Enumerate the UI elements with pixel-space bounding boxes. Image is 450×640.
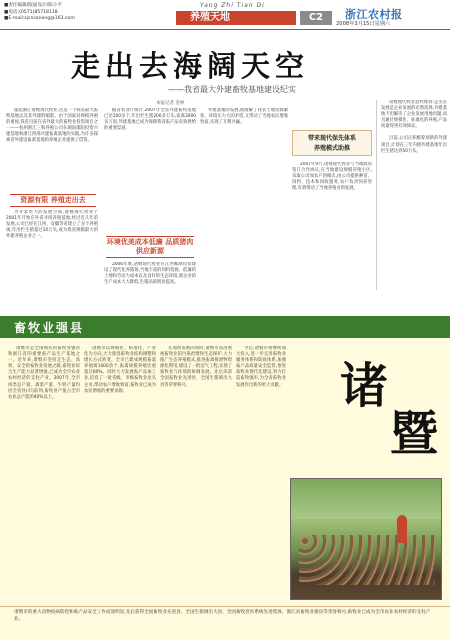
feature-paragraph: 今后,诸暨市将继续加大投入,进一步完善畜牧业服务体系和防疫体系,加强畜产品质量安全监管,推进畜牧业现代化建设,努力打造畜牧强市,为全省畜牧业发展作出新的更大贡献。	[236, 346, 286, 388]
poultry-flock	[299, 535, 435, 585]
issue-date: 2008年3月15日星期六	[336, 21, 391, 27]
article-paragraph: 为寻求更大的发展空间,诸暨现代牧业于2001年开始在外省寻找养殖基地,经过近几年的发展,公司已经在江西、安徽等省建立了多个养殖场,年出栏生猪超过10万头,成为我省规模最大的外建养殖企业之一。	[6, 210, 98, 240]
farm-photo	[290, 478, 442, 600]
feature-article	[0, 338, 450, 628]
paper-name: 浙江农村报	[345, 8, 403, 21]
masthead-rule	[0, 29, 450, 30]
article-paragraph: 2007年9月,诸暨现代牧业与当地政府签订合作协议,在当地建设规模养殖小区,采取公司加农户的模式,由公司提供种苗、饲料、技术和回收服务,农户负责饲养管理,有效带动了当地养殖业的发展。	[292, 162, 372, 192]
main-headline: 走出去海阔天空	[70, 49, 309, 83]
article-column-3	[200, 108, 288, 313]
section-name: 养殖天地	[176, 11, 296, 25]
masthead	[0, 0, 450, 30]
band-title: 畜牧业强县	[14, 321, 85, 335]
subsection-title: 环境优美成本低廉 品质猪肉供应新源	[106, 236, 194, 258]
sidebar-column	[376, 100, 446, 290]
sidebar-paragraph: 目前,公司正积极筹划新的外建项目,计划在三年内使外建基地年出栏生猪达到50万头。	[381, 136, 447, 154]
article-paragraph: 外建基地的发展,既缓解了我省土地资源紧张、环境压力大的矛盾,又带动了当地农民增收致富,实现了互利共赢。	[200, 108, 288, 126]
article-column-4	[292, 162, 372, 312]
article-column-1b	[6, 210, 98, 310]
article-paragraph: 提起浙江诸暨现代牧业,这是一个我省最大畜牧基地以及其外建的缩影。由于国家对规模养殖的重视,我省目前在省外最大的畜牧业投资项目之一——杭州浙江三和养殖公司在湖南邵阳投资兴建基地和浙江西部兴建畜禽基地的实践,为许多探索省外建设畜禽基地的养殖企业提供了借鉴。	[6, 108, 98, 144]
subheadline: ——我省最大外建畜牧基地建设纪实	[168, 85, 296, 94]
photo-caption: 诸暨市的重大动物疫病防控和畜产品安全工作成效明显,先后获得全国畜牧业先进县、全国生猪调出大县、全国畜牧兽医系统先进集体、浙江省畜牧业强县等荣誉称号,畜牧业已成为全市农业农村经济的支柱产业。	[0, 606, 450, 640]
editor-contact	[4, 3, 75, 23]
feature-column-3	[160, 346, 232, 601]
feature-paragraph: 诸暨市是全国闻名的畜牧业强县和浙江省的重要畜产品生产基地之一。近年来,诸暨市坚持走生态、高效、安全的畜牧业发展之路,畜牧业综合生产能力显著增强,已成为全市农业农村经济的支柱产业。2007年,全市肉类总产量、禽蛋产量、牛奶产量均居全省县(市)前列,畜牧业产值占全市农业总产值的40%以上。	[8, 346, 80, 400]
editor-line: ■责任编辑/版面设计/陈小平	[4, 3, 62, 8]
feature-title-char: 诸	[340, 358, 389, 414]
farmer-figure	[397, 515, 407, 543]
sidebar-text	[381, 100, 447, 155]
page-code: C2	[300, 11, 332, 25]
feature-paragraph: 在加快发展的同时,诸暨市高度重视畜牧业的污染治理和生态保护,大力推广生态养殖模式,推进畜禽排泄物资源化利用,建设了一批沼气工程,实现了畜牧业与环境的协调发展。先后荣获全国畜牧业先进县、全国生猪调出大县等荣誉称号。	[160, 346, 232, 388]
highlight-line: 带来现代保先体系	[307, 135, 356, 142]
article-column-2b	[104, 262, 196, 312]
section-pinyin: Yang Zhi Tian Di	[200, 2, 265, 9]
article-paragraph: 据省农业厅统计,2007年全省外建畜牧基地已达100多个,年出栏生猪200多万头,家禽3000多万羽,外建基地已成为保障我省畜产品有效供给的重要渠道。	[104, 108, 196, 132]
email-line: ■E-mail:zjcnsanong@163.com	[4, 16, 75, 21]
sidebar-paragraph: 诸暨现代牧业总经理说:走出去发展是企业发展的必然选择,外建基地不但解决了企业发展用地问题,而且通过规模化、标准化的养殖,产品质量得到有效保证。	[381, 100, 447, 130]
subsection-title: 资源有限 养殖走出去	[10, 194, 96, 207]
tree-background	[291, 479, 442, 519]
highlight-line: 养殖模式助推	[313, 145, 350, 152]
feature-column-2	[84, 346, 156, 601]
article-column-2	[104, 108, 196, 223]
feature-column-4	[236, 346, 286, 601]
phone-line: ■电话:(0571)85718118	[4, 9, 58, 15]
feature-paragraph: 诸暨市以规模化、标准化、产业化为方向,大力推进畜牧业结构调整和增长方式转变。全市已建成规模畜禽养殖场1000余个,畜禽规模养殖比重超过80%。同时大力发展畜产品加工业,培育了一批省级、市级畜牧业龙头企业,带动农户增收致富,畜牧业已成为农民增收的重要来源。	[84, 346, 156, 394]
feature-title-char: 暨	[390, 406, 439, 462]
byline: 本报记者 金林	[156, 101, 185, 106]
article-paragraph: 2006年底,诸暨现代牧业在江西鹰潭投资建设了现代化养猪场,当地丰富的饲料资源、低廉的土地和劳动力成本以及良好的生态环境,使企业的生产成本大大降低,生猪品质明显提高。	[104, 262, 196, 286]
feature-column-1	[8, 346, 80, 601]
highlight-box	[292, 130, 372, 156]
section-band	[0, 316, 450, 338]
